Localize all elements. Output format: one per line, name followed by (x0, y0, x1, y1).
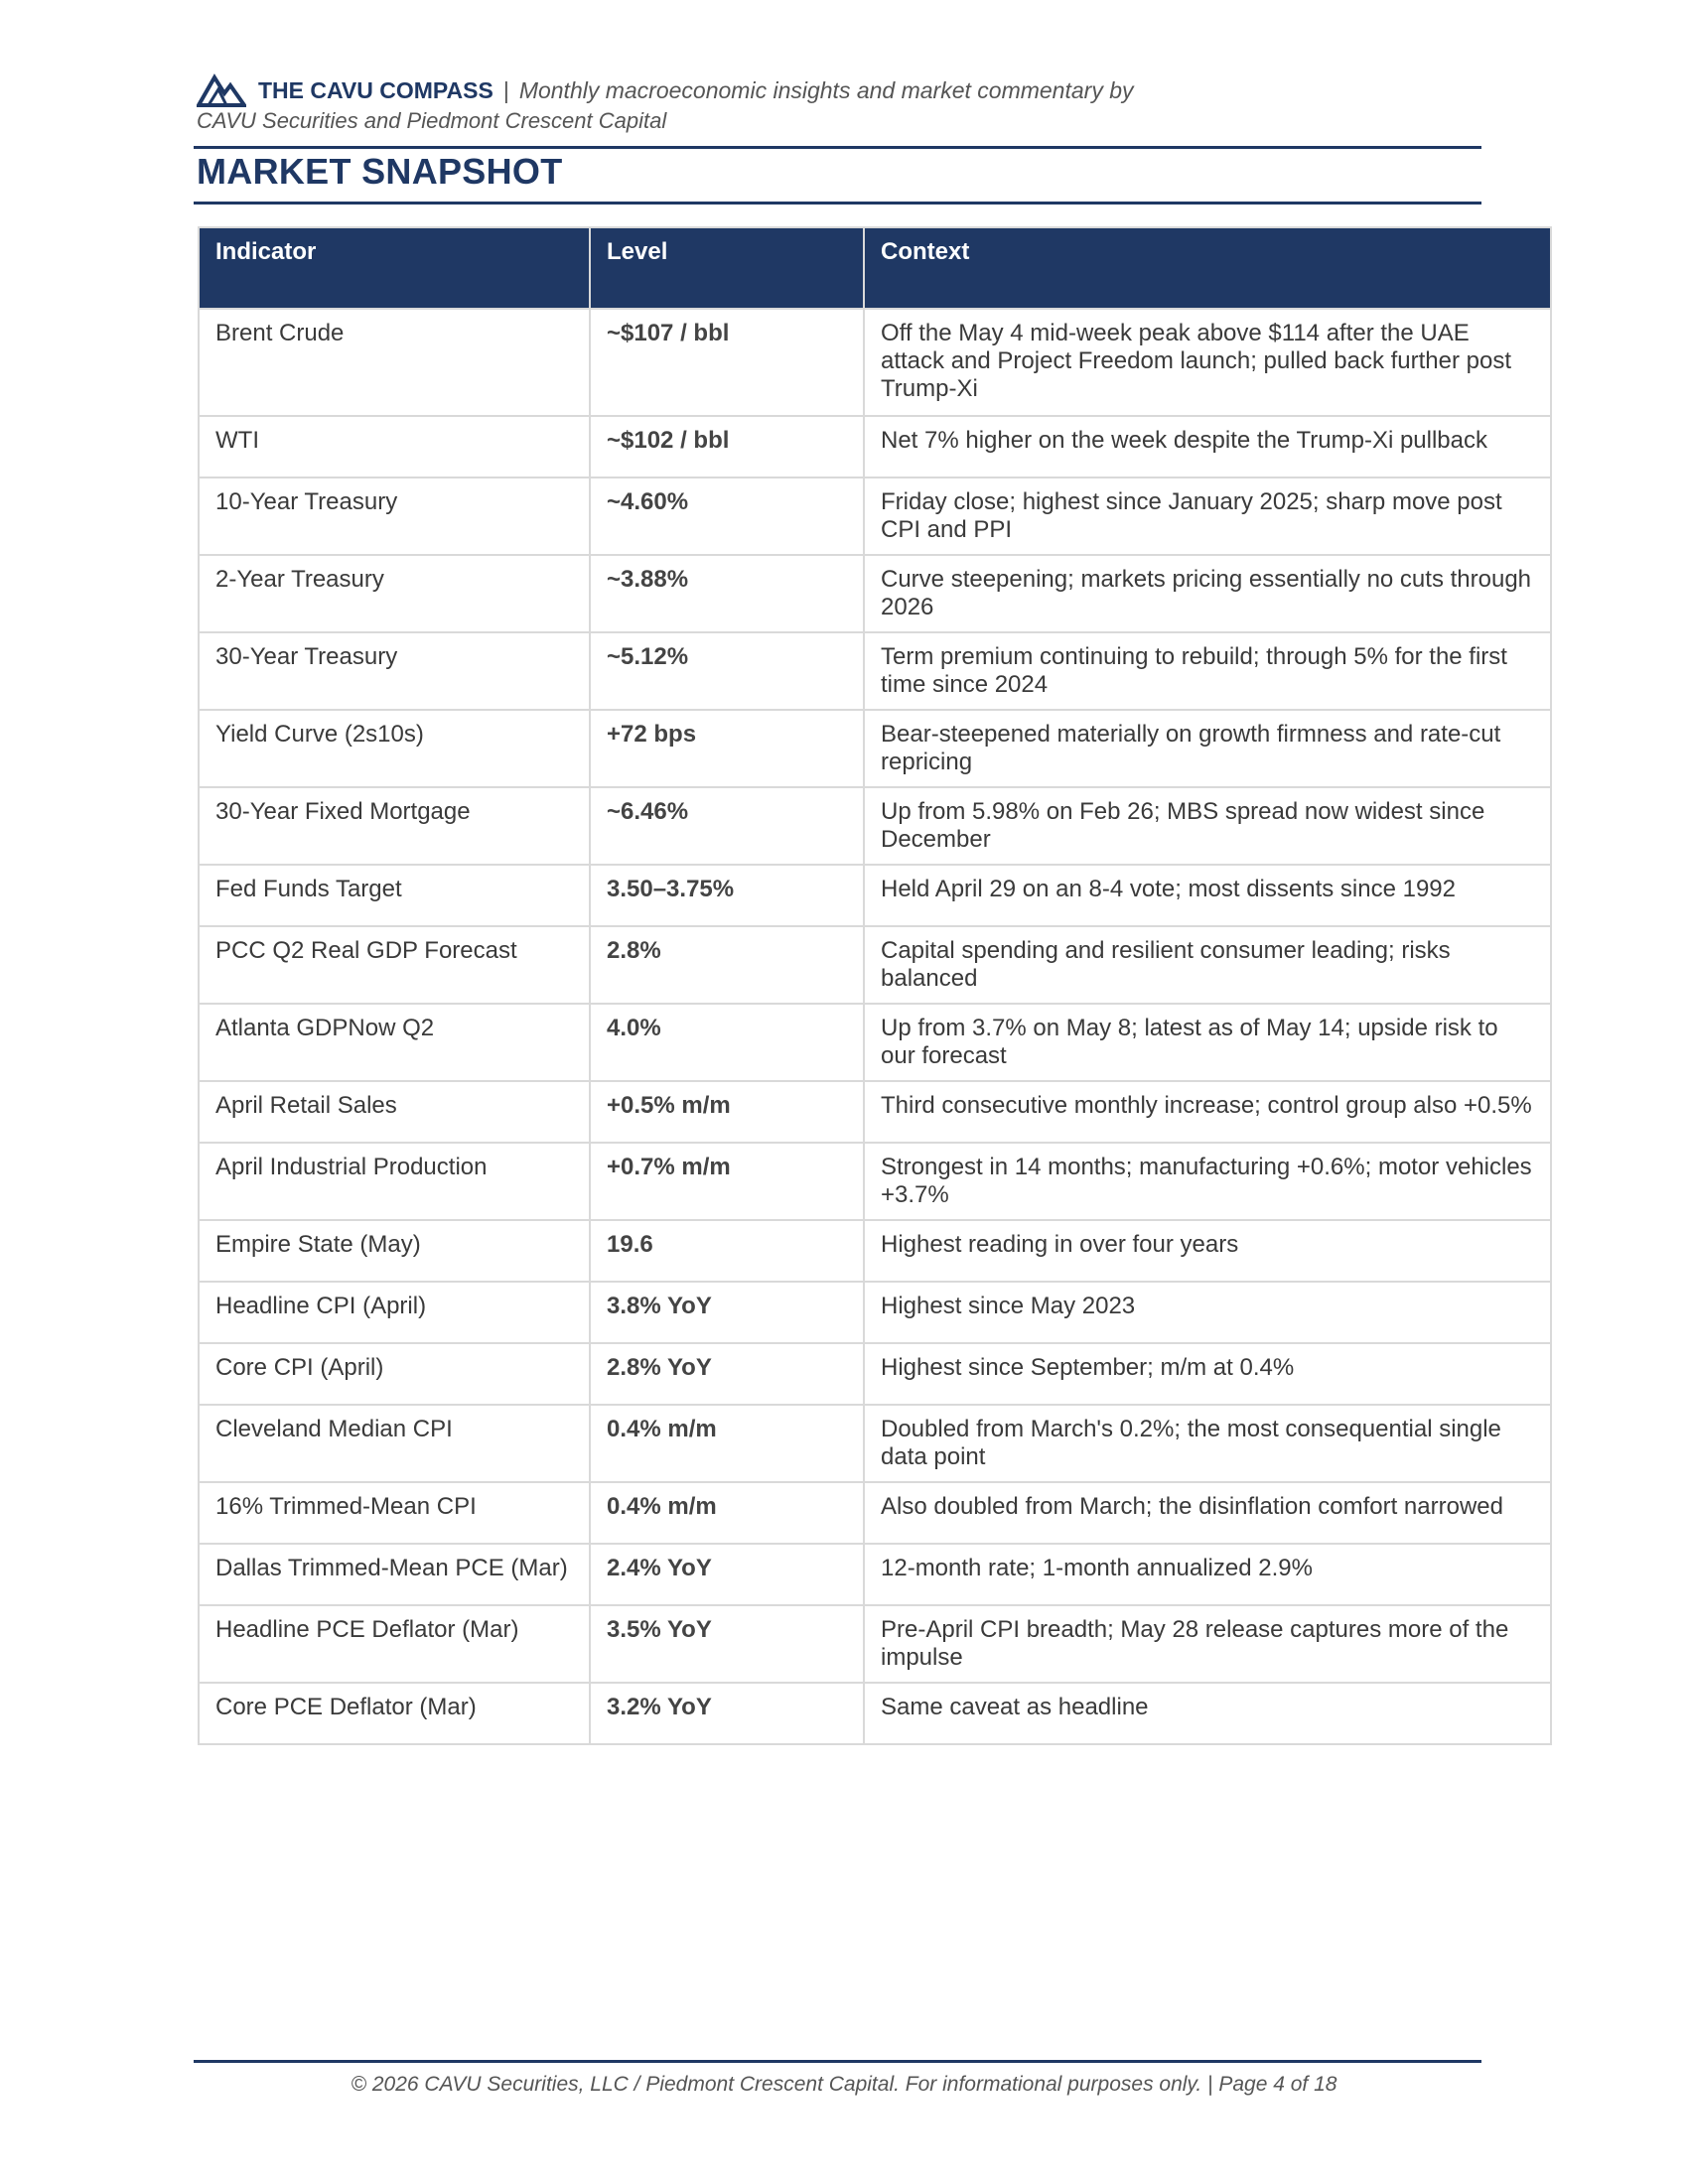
level-cell: ~5.12% (590, 632, 864, 710)
footer-rule (194, 2060, 1481, 2063)
level-cell: 3.8% YoY (590, 1282, 864, 1343)
table-row (199, 1605, 1551, 1683)
context-cell: Highest since September; m/m at 0.4% (864, 1343, 1551, 1405)
table-row (199, 309, 1551, 416)
level-cell: 4.0% (590, 1004, 864, 1081)
indicator-cell: Fed Funds Target (199, 865, 590, 926)
context-cell: Off the May 4 mid-week peak above $114 after the UAE attack and Project Freedom launch; pulled back further post Trump-Xi (864, 309, 1551, 416)
context-cell: Friday close; highest since January 2025; sharp move post CPI and PPI (864, 478, 1551, 555)
context-cell: Pre-April CPI breadth; May 28 release captures more of the impulse (864, 1605, 1551, 1683)
header-indicator: Indicator (199, 227, 590, 309)
table-row (199, 1343, 1551, 1405)
header-rule (194, 146, 1481, 149)
context-cell: 12-month rate; 1-month annualized 2.9% (864, 1544, 1551, 1605)
level-cell: 2.8% YoY (590, 1343, 864, 1405)
level-cell: +72 bps (590, 710, 864, 787)
context-cell: Doubled from March's 0.2%; the most consequential single data point (864, 1405, 1551, 1482)
brand-name: THE CAVU COMPASS (258, 77, 493, 103)
level-cell: ~3.88% (590, 555, 864, 632)
header-level: Level (590, 227, 864, 309)
context-cell: Same caveat as headline (864, 1683, 1551, 1744)
context-cell: Strongest in 14 months; manufacturing +0.6%; motor vehicles +3.7% (864, 1143, 1551, 1220)
context-cell: Third consecutive monthly increase; control group also +0.5% (864, 1081, 1551, 1143)
indicator-cell: 30-Year Treasury (199, 632, 590, 710)
indicator-cell: Yield Curve (2s10s) (199, 710, 590, 787)
table-row (199, 710, 1551, 787)
indicator-cell: 16% Trimmed-Mean CPI (199, 1482, 590, 1544)
level-cell: +0.7% m/m (590, 1143, 864, 1220)
tagline-line-1: Monthly macroeconomic insights and market commentary by (518, 77, 1134, 103)
context-cell: Net 7% higher on the week despite the Trump-Xi pullback (864, 416, 1551, 478)
indicator-cell: Cleveland Median CPI (199, 1405, 590, 1482)
level-cell: ~$107 / bbl (590, 309, 864, 416)
level-cell: 3.50–3.75% (590, 865, 864, 926)
level-cell: 3.5% YoY (590, 1605, 864, 1683)
table-row (199, 1143, 1551, 1220)
mountain-logo-icon (197, 73, 246, 107)
context-cell: Highest since May 2023 (864, 1282, 1551, 1343)
page-footer: © 2026 CAVU Securities, LLC / Piedmont Crescent Capital. For informational purposes only. | Page 4 of 18 (351, 2073, 1337, 2096)
indicator-cell: Headline PCE Deflator (Mar) (199, 1605, 590, 1683)
table-row (199, 478, 1551, 555)
level-cell: ~4.60% (590, 478, 864, 555)
context-cell: Up from 3.7% on May 8; latest as of May 14; upside risk to our forecast (864, 1004, 1551, 1081)
title-rule (194, 202, 1481, 205)
table-row (199, 787, 1551, 865)
level-cell: ~6.46% (590, 787, 864, 865)
table-row (199, 1405, 1551, 1482)
indicator-cell: Empire State (May) (199, 1220, 590, 1282)
table-row (199, 555, 1551, 632)
indicator-cell: Atlanta GDPNow Q2 (199, 1004, 590, 1081)
level-cell: ~$102 / bbl (590, 416, 864, 478)
brand-line (197, 73, 1487, 107)
level-cell: 0.4% m/m (590, 1482, 864, 1544)
indicator-cell: April Retail Sales (199, 1081, 590, 1143)
document-header (197, 73, 1487, 135)
context-cell: Highest reading in over four years (864, 1220, 1551, 1282)
context-cell: Bear-steepened materially on growth firmness and rate-cut repricing (864, 710, 1551, 787)
tagline-line-2: CAVU Securities and Piedmont Crescent Capital (197, 108, 667, 133)
table-row (199, 865, 1551, 926)
header-context: Context (864, 227, 1551, 309)
table-row (199, 1683, 1551, 1744)
table-row (199, 1482, 1551, 1544)
indicator-cell: PCC Q2 Real GDP Forecast (199, 926, 590, 1004)
level-cell: 2.8% (590, 926, 864, 1004)
context-cell: Capital spending and resilient consumer leading; risks balanced (864, 926, 1551, 1004)
section-title: MARKET SNAPSHOT (197, 151, 563, 192)
indicator-cell: 30-Year Fixed Mortgage (199, 787, 590, 865)
indicator-cell: WTI (199, 416, 590, 478)
table-row (199, 1220, 1551, 1282)
indicator-cell: 10-Year Treasury (199, 478, 590, 555)
context-cell: Also doubled from March; the disinflation comfort narrowed (864, 1482, 1551, 1544)
header-separator: | (502, 77, 509, 103)
table-header-row (199, 227, 1551, 309)
indicator-cell: 2-Year Treasury (199, 555, 590, 632)
context-cell: Up from 5.98% on Feb 26; MBS spread now widest since December (864, 787, 1551, 865)
table-row (199, 1282, 1551, 1343)
indicator-cell: Core CPI (April) (199, 1343, 590, 1405)
indicator-cell: Brent Crude (199, 309, 590, 416)
table-row (199, 416, 1551, 478)
table-row (199, 632, 1551, 710)
market-snapshot-table (198, 226, 1552, 1745)
table-row (199, 1544, 1551, 1605)
context-cell: Curve steepening; markets pricing essentially no cuts through 2026 (864, 555, 1551, 632)
context-cell: Term premium continuing to rebuild; through 5% for the first time since 2024 (864, 632, 1551, 710)
level-cell: 19.6 (590, 1220, 864, 1282)
context-cell: Held April 29 on an 8-4 vote; most dissents since 1992 (864, 865, 1551, 926)
indicator-cell: Headline CPI (April) (199, 1282, 590, 1343)
table-row (199, 926, 1551, 1004)
indicator-cell: Core PCE Deflator (Mar) (199, 1683, 590, 1744)
table-row (199, 1004, 1551, 1081)
level-cell: 2.4% YoY (590, 1544, 864, 1605)
level-cell: 0.4% m/m (590, 1405, 864, 1482)
table-row (199, 1081, 1551, 1143)
indicator-cell: April Industrial Production (199, 1143, 590, 1220)
level-cell: 3.2% YoY (590, 1683, 864, 1744)
level-cell: +0.5% m/m (590, 1081, 864, 1143)
indicator-cell: Dallas Trimmed-Mean PCE (Mar) (199, 1544, 590, 1605)
